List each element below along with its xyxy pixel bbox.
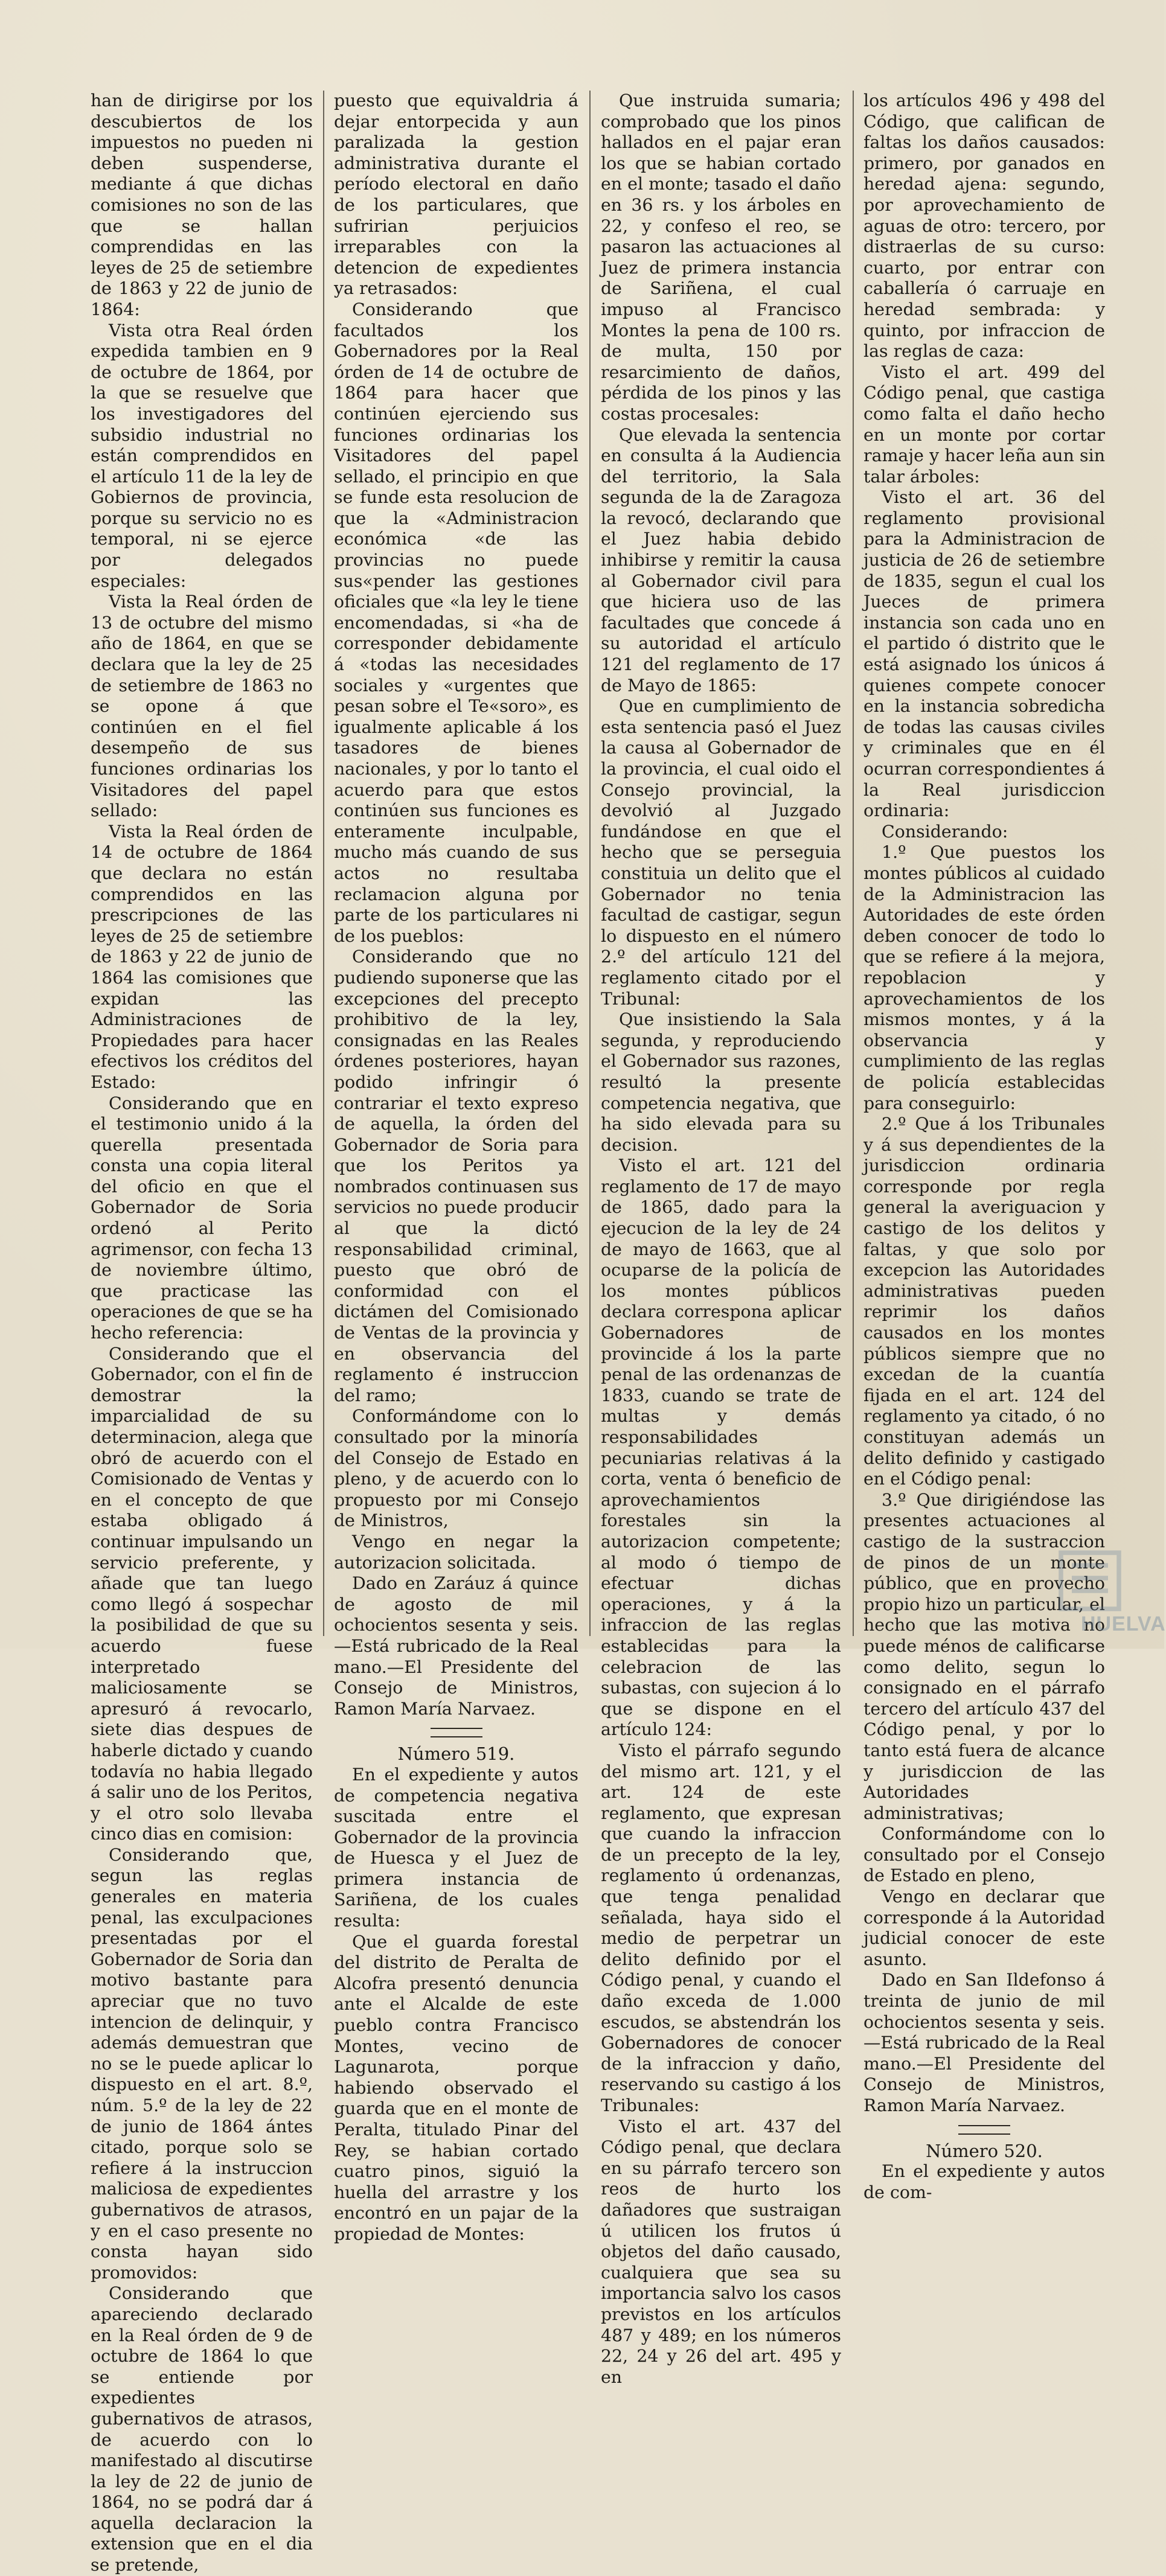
paragraph: Considerando que no pudiendo suponerse que las excepciones del precepto prohibitivo de la ley, consignadas en las Reales órdenes posteriores, hayan podido infringir ó contrariar el texto expreso de aquella, la órden del Gobernador de Soria para que los Peritos ya nombrados continuasen sus servicios no puede producir al que la dictó responsabilidad criminal, puesto que obró de conformidad con el dictámen del Comisionado de Ventas de la provincia y en observancia del reglamento é instruccion del ramo; xyxy=(334,947,578,1405)
paragraph: Visto el art. 121 del reglamento de 17 de mayo de 1865, dado para la ejecucion de la ley de 24 de mayo de 1663, que al ocuparse de la policía de los montes públicos declara correspona aplicar Gobernadores de provincide á los la parte penal de las ordenanzas de 1833, cuando se trate de multas y demás responsabilidades pecuniarias relativas á la corta, venta ó beneficio de aprovechamientos forestales sin la autorizacion competente; al modo ó tiempo de efectuar dichas operaciones, y á la infraccion de las reglas establecidas para la celebracion de las subastas, con sujecion á lo que se dispone en el artículo 124: xyxy=(601,1155,841,1740)
paragraph: Vengo en declarar que corresponde á la Autoridad judicial conocer de este asunto. xyxy=(863,1887,1105,1969)
paragraph: Que en cumplimiento de esta sentencia pasó el Juez la causa al Gobernador de la provincia, el cual oido el Consejo provincial, la devolvió al Juzgado fundándose en que el hecho que se perseguia constituia un delito que el Gobernador no tenia facultad de castigar, segun lo dispuesto en el número 2.º del artículo 121 del reglamento citado por el Tribunal: xyxy=(601,696,841,1009)
column-2 xyxy=(334,91,578,2244)
paragraph: Visto el art. 437 del Código penal, que declara en su párrafo tercero son reos de hurto los dañadores que sustraigan ú utilicen los frutos ú objetos del daño causado, cualquiera que sea su importancia salvo los casos previstos en los artículos 487 y 489; en los números 22, 24 y 26 del art. 495 y en xyxy=(601,2116,841,2387)
paragraph: En el expediente y autos de com- xyxy=(863,2161,1105,2202)
paragraph: Que el guarda forestal del distrito de Peralta de Alcofra presentó denuncia ante el Alcalde de este pueblo contra Francisco Montes, vecino de Lagunarota, porque habiendo observado el guarda que en el monte de Peralta, titulado Pinar del Rey, se habian cortado cuatro pinos, siguió la huella del arrastre y los encontró en un pajar de la propiedad de Montes: xyxy=(334,1931,578,2244)
section-heading: Número 520. xyxy=(926,2140,1043,2161)
paragraph: los artículos 496 y 498 del Código, que califican de faltas los daños causados: primero, por ganados en heredad ajena: segundo, por aprovechamiento de aguas de otro: tercero, por distraerlas de su curso: cuarto, por entrar con caballería ó carruaje en heredad sembrada: y quinto, por infraccion de las reglas de caza: xyxy=(863,91,1105,362)
column-4 xyxy=(863,91,1105,2202)
ornament-rule xyxy=(958,2125,1010,2135)
stamp-watermark: HUELVA xyxy=(1081,1612,1166,1635)
paragraph: Vista la Real órden de 13 de octubre del mismo año de 1864, en que se declara que la ley de 25 de setiembre de 1863 no se opone á que continúen en el fiel desempeño de sus funciones ordinarias los Visitadores del papel sellado: xyxy=(91,592,313,821)
paragraph: En el expediente y autos de competencia negativa suscitada entre el Gobernador de la provincia de Huesca y el Juez de primera instancia de Sariñena, de los cuales resulta: xyxy=(334,1764,578,1931)
paragraph: 2.º Que á los Tribunales y á sus dependientes de la jurisdiccion ordinaria corresponde por regla general la averiguacion y castigo de los delitos y faltas, y que solo por excepcion las Autoridades administrativas pueden reprimir los daños causados en los montes públicos siempre que no excedan de la cuantía fijada en el art. 124 del reglamento ya citado, ó no constituyan además un delito definido y castigado en el Código penal: xyxy=(863,1114,1105,1489)
section-ornament xyxy=(334,1719,578,1743)
paragraph: Que instruida sumaria; comprobado que los pinos hallados en el pajar eran los que se habian cortado en el monte; tasado el daño en 36 rs. y los árboles en 22, y confeso el reo, se pasaron las actuaciones al Juez de primera instancia de Sariñena, el cual impuso al Francisco Montes la pena de 100 rs. de multa, 150 por resarcimiento de daños, pérdida de los pinos y las costas procesales: xyxy=(601,91,841,424)
paragraph: Dado en Zaráuz á quince de agosto de mil ochocientos sesenta y seis.—Está rubricado de la Real mano.—El Presidente del Consejo de Ministros, Ramon María Narvaez. xyxy=(334,1573,578,1719)
paragraph: Considerando: xyxy=(882,821,1008,842)
paragraph: Que insistiendo la Sala segunda, y reproduciendo el Gobernador sus razones, resultó la presente competencia negativa, que ha sido elevada para su decision. xyxy=(601,1009,841,1155)
paragraph: Que elevada la sentencia en consulta á la Audiencia del territorio, la Sala segunda de la de Zaragoza la revocó, declarando que el Juez habia debido inhibirse y remitir la causa al Gobernador civil para que hiciera uso de las facultades que concede á su autoridad el artículo 121 del reglamento de 17 de Mayo de 1865: xyxy=(601,424,841,695)
paragraph: Considerando que facultados los Gobernadores por la Real órden de 14 de octubre de 1864 para hacer que continúen ejerciendo sus funciones ordinarias los Visitadores del papel sellado, el principio en que se funde esta resolucion de que la «Administracion económica «de las provincias no puede sus«pender las gestiones oficiales que «la ley le tiene encomendadas, si «ha de corresponder debidamente á «todas las necesidades sociales y «urgentes que pesan sobre el Te«soro», es igualmente aplicable á los tasadores de bienes nacionales, y por lo tanto el acuerdo para que estos continúen sus funciones es enteramente inculpable, mucho más cuando de sus actos no resultaba reclamacion alguna por parte de los particulares ni de los pueblos: xyxy=(334,299,578,946)
paragraph: 3.º Que dirigiéndose las presentes actuaciones al castigo de la sustraccion de pinos de un monte público, que en provecho propio hizo un particular, el hecho que las motiva no puede ménos de calificarse como delito, segun lo consignado en el párrafo tercero del artículo 437 del Código penal, y por lo tanto está fuera de alcance y jurisdiccion de las Autoridades administrativas; xyxy=(863,1489,1105,1823)
section-heading: Número 519. xyxy=(397,1743,515,1765)
paragraph: Considerando que en el testimonio unido á la querella presentada consta una copia literal del oficio en que el Gobernador de Soria ordenó al Perito agrimensor, con fecha 13 de noviembre último, que practicase las operaciones de que se ha hecho referencia: xyxy=(91,1093,313,1343)
paragraph: Conformándome con lo consultado por el Consejo de Estado en pleno, xyxy=(863,1824,1105,1886)
paragraph: Vista otra Real órden expedida tambien en 9 de octubre de 1864, por la que se resuelve que los investigadores del subsidio industrial no están comprendidos en el artículo 11 de la ley de Gobiernos de provincia, porque su servicio no es temporal, ni se ejerce por delegados especiales: xyxy=(91,320,313,591)
paragraph: Considerando que el Gobernador, con el fin de demostrar la imparcialidad de su determinacion, alega que obró de acuerdo con el Comisionado de Ventas y en el concepto de que estaba obligado á continuar impulsando un servicio preferente, y añade que tan luego como llegó á sospechar la posibilidad de que su acuerdo fuese interpretado maliciosamente se apresuró á revocarlo, siete dias despues de haberle dictado y cuando todavía no habia llegado á salir uno de los Peritos, y el otro solo llevaba cinco dias en comision: xyxy=(91,1343,313,1844)
paragraph: Visto el art. 499 del Código penal, que castiga como falta el daño hecho en un monte por cortar ramaje y hacer leña aun sin talar árboles: xyxy=(863,362,1105,487)
section-ornament xyxy=(863,2117,1105,2141)
paragraph: Dado en San Ildefonso á treinta de junio de mil ochocientos sesenta y seis.—Está rubricado de la Real mano.—El Presidente del Consejo de Ministros, Ramon María Narvaez. xyxy=(863,1970,1105,2115)
paragraph: Vengo en negar la autorizacion solicitada. xyxy=(334,1531,578,1573)
column-1 xyxy=(91,91,313,2575)
column-divider xyxy=(853,91,854,1636)
paragraph: Vista la Real órden de 14 de octubre de 1864 que declara no están comprendidos en las prescripciones de las leyes de 25 de setiembre de 1863 y 22 de junio de 1864 las comisiones que expidan las Administraciones de Propiedades para hacer efectivos los créditos del Estado: xyxy=(91,821,313,1092)
ornament-rule xyxy=(431,1728,482,1737)
paragraph: Conformándome con lo consultado por la minoría del Consejo de Estado en pleno, y de acuerdo con lo propuesto por mi Consejo de Ministros, xyxy=(334,1406,578,1531)
paragraph: 1.º Que puestos los montes públicos al cuidado de la Administracion las Autoridades de este órden deben conocer de todo lo que se refiere á la mejora, repoblacion y aprovechamientos de los mismos montes, y á la observancia y cumplimiento de las reglas de policía establecidas para conseguirlo: xyxy=(863,842,1105,1113)
paragraph: Visto el art. 36 del reglamento provisional para la Administracion de justicia de 26 de setiembre de 1835, segun el cual los Jueces de primera instancia son cada uno en el partido ó distrito que le está asignado los únicos á quienes compete conocer en la instancia sobredicha de todas las causas civiles y criminales que en él ocurran correspondientes á la Real jurisdiccion ordinaria: xyxy=(863,487,1105,821)
column-3 xyxy=(601,91,841,2387)
paragraph: puesto que equivaldria á dejar entorpecida y aun paralizada la gestion administrativa durante el período electoral en daño de los particulares, que sufririan perjuicios irreparables con la detencion de expedientes ya retrasados: xyxy=(334,91,578,299)
column-divider xyxy=(589,91,591,1636)
paragraph: Visto el párrafo segundo del mismo art. 121, y el art. 124 de este reglamento, que expresan que cuando la infraccion de un precepto de la ley, reglamento ú ordenanzas, que tenga penalidad señalada, haya sido el medio de perpetrar un delito definido por el Código penal, y cuando el daño exceda de 1.000 escudos, se abstendrán los Gobernadores de conocer de la infraccion y daño, reservando su castigo á los Tribunales: xyxy=(601,1740,841,2115)
paragraph: Considerando que apareciendo declarado en la Real órden de 9 de octubre de 1864 lo que se entiende por expedientes gubernativos de atrasos, de acuerdo con lo manifestado al discutirse la ley de 22 de junio de 1864, no se podrá dar á aquella declaracion la extension que en el dia se pretende, xyxy=(91,2283,313,2575)
paragraph: Considerando que, segun las reglas generales en materia penal, las exculpaciones presentadas por el Gobernador de Soria dan motivo bastante para apreciar que no tuvo intencion de delinquir, y además demuestran que no se le puede aplicar lo dispuesto en el art. 8.º, núm. 5.º de la ley de 22 de junio de 1864 ántes citado, porque solo se refiere á la instruccion maliciosa de expedientes gubernativos de atrasos, y en el caso presente no consta hayan sido promovidos: xyxy=(91,1844,313,2283)
column-divider xyxy=(323,91,324,1636)
paragraph: han de dirigirse por los descubiertos de los impuestos no pueden ni deben suspenderse, mediante á que dichas comisiones no son de las que se hallan comprendidas en las leyes de 25 de setiembre de 1863 y 22 de junio de 1864: xyxy=(91,91,313,319)
